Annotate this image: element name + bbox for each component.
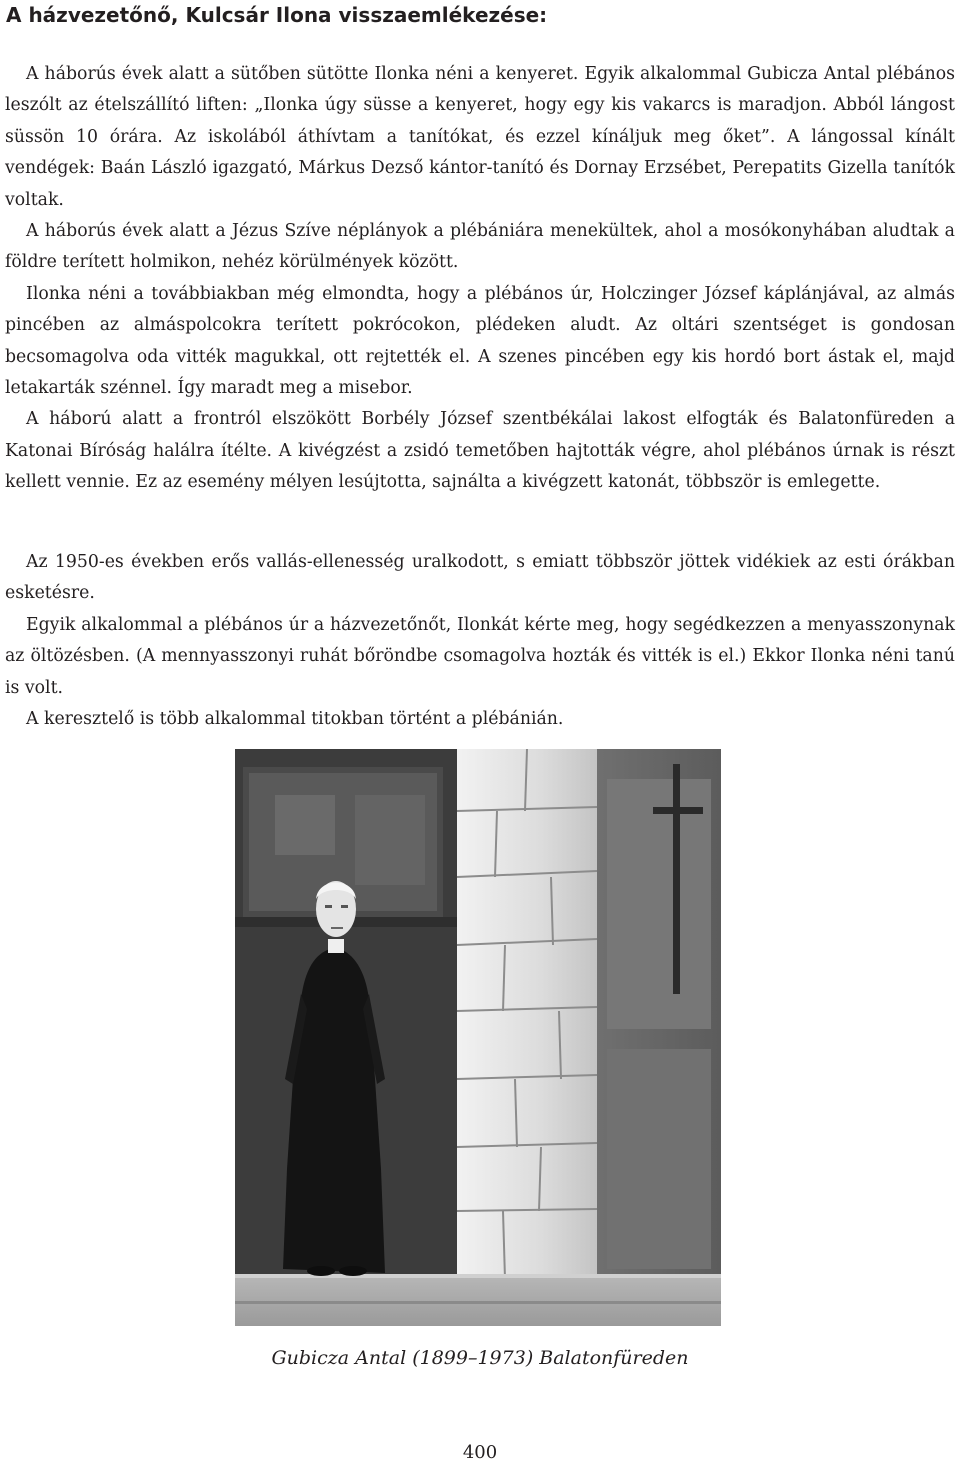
paragraph-secret-baptisms: A keresztelő is több alkalommal titokban történt a plébánián. [26,709,564,730]
paragraph-cellar-hiding: Ilonka néni a továbbiakban még elmondta, hogy a plébános úr, Holczinger József káplánjával, az almás pincében az almáspolcokra terített pokrócokon, plédeken aludt. Az oltári szentséget is gondosan becsomagolva oda vitték magukkal, ott rejtették el. A szenes pincében egy kis hordó bort ástak el, majd letakarták szénnel. Így maradt meg a misebor. [5,283,955,399]
priest-photograph [235,749,721,1326]
page-number: 400 [462,1442,498,1463]
memoir-section-1950s [5,547,955,735]
memoir-section-war-years [5,59,955,499]
paragraph-bread-baking: A háborús évek alatt a sütőben sütötte Ilonka néni a kenyeret. Egyik alkalommal Gubicza Antal plébános leszólt az ételszállító liften: „Ilonka úgy süsse a kenyeret, hogy egy kis vakarcs is maradjon. Abból lángost süssön 10 órára. Az iskolából áthívtam a tanítókat, és ezzel kínáljuk meg őket”. A lángossal kínált vendégek: Baán László igazgató, Márkus Dezső kántor-tanító és Dornay Erzsébet, Perepatits Gizella tanítók voltak. [5,64,955,210]
paragraph-execution: A háború alatt a frontról elszökött Borbély József szentbékálai lakost elfogták és Balatonfüreden a Katonai Bíróság halálra ítélte. A kivégzést a zsidó temetőben hajtották végre, ahol plébános úrnak is részt kellett vennie. Ez az esemény mélyen lesújtotta, sajnálta a kivégzett katonát, többször is emlegette. [5,409,955,493]
paragraph-bride-dressing: Egyik alkalommal a plébános úr a házvezetőnőt, Ilonkát kérte meg, hogy segédkezzen a menyasszonynak az öltözésben. (A mennyasszonyi ruhát bőröndbe csomagolva hozták és vitték is el.) Ekkor Ilonka néni tanú is volt. [5,614,955,698]
priest-photograph-image [235,749,721,1326]
photo-caption: Gubicza Antal (1899–1973) Balatonfüreden [271,1347,689,1369]
section-heading: A házvezetőnő, Kulcsár Ilona visszaemlékezése: [6,3,548,27]
paragraph-refugee-girls: A háborús évek alatt a Jézus Szíve néplányok a plébániára menekültek, ahol a mosókonyhában aludtak a földre terített holmikon, nehéz körülmények között. [5,221,955,273]
paragraph-secret-weddings: Az 1950-es években erős vallás-ellenesség uralkodott, s emiatt többször jöttek vidékiek az esti órákban esketésre. [5,552,955,604]
